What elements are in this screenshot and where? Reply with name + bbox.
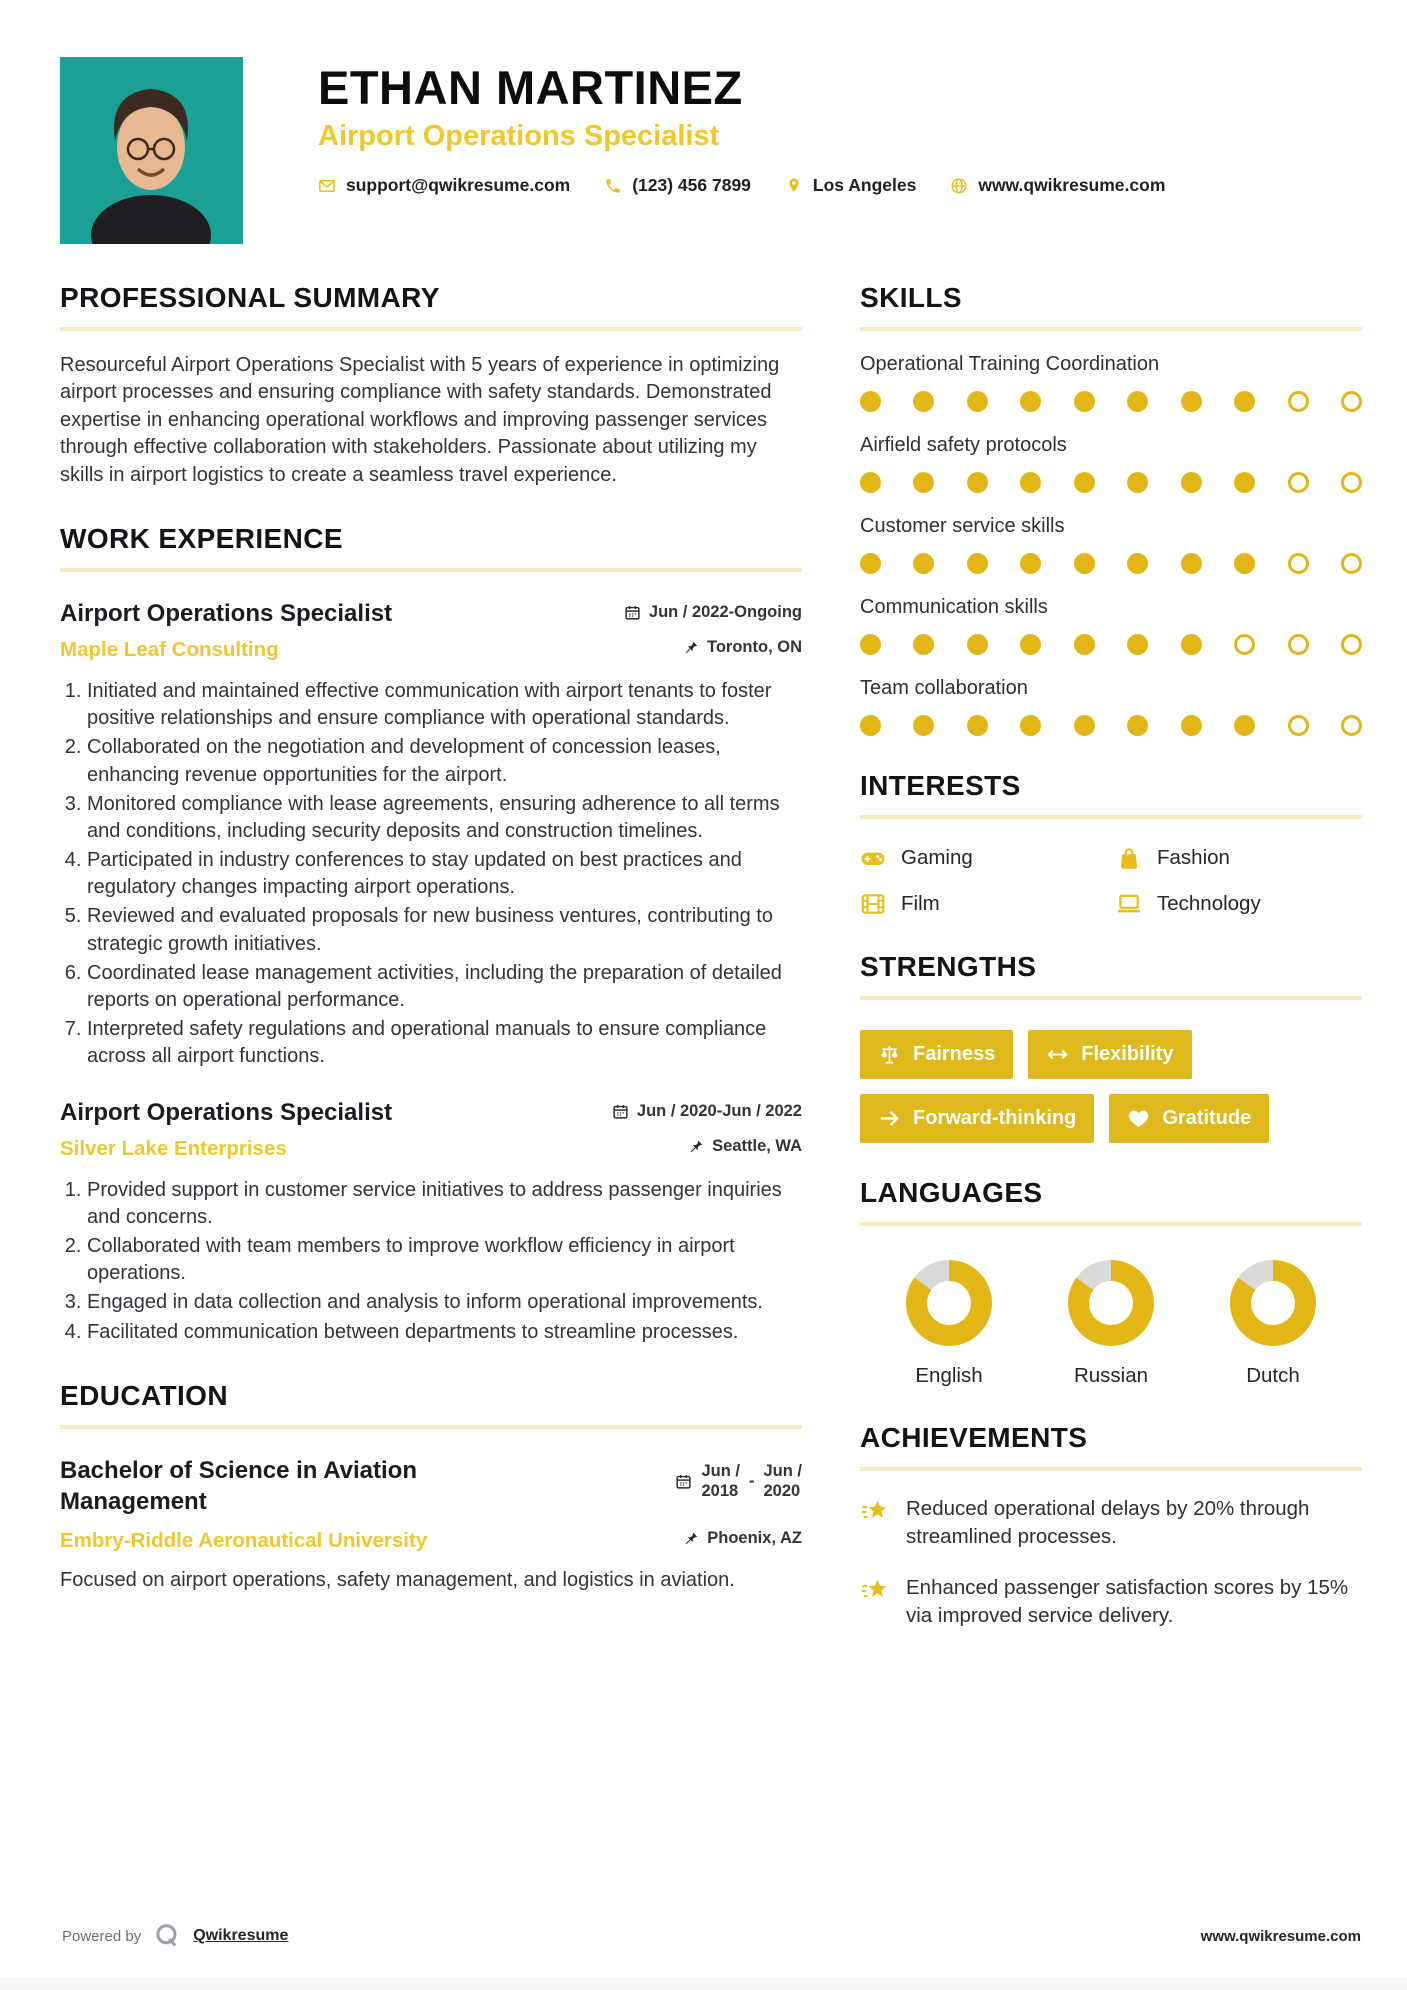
strength-label: Flexibility: [1081, 1043, 1174, 1065]
interest-item: [860, 845, 1106, 871]
strength-chip: [860, 1094, 1094, 1143]
work-heading: WORK EXPERIENCE: [60, 522, 343, 554]
globe-icon: [950, 177, 968, 195]
heart-icon: [1127, 1107, 1150, 1130]
phone-icon: [604, 177, 622, 195]
skill-dot: [913, 634, 934, 655]
person-name: ETHAN MARTINEZ: [318, 61, 743, 114]
language-item: [1198, 1260, 1348, 1388]
skill-item: [860, 515, 1362, 574]
section-rule: [60, 568, 802, 572]
languages-heading: LANGUAGES: [860, 1177, 1043, 1208]
skill-dot: [1234, 391, 1255, 412]
strength-label: Gratitude: [1162, 1107, 1252, 1129]
job-location: Seattle, WA: [687, 1137, 802, 1156]
skill-dot: [913, 472, 934, 493]
achievement-text: Reduced operational delays by 20% through streamlined processes.: [906, 1497, 1310, 1548]
powered-by: [62, 1922, 288, 1950]
skill-dot: [1127, 715, 1148, 736]
interests-heading: INTERESTS: [860, 770, 1021, 801]
job-bullet: 4. Participated in industry conferences to stay updated on best practices and regulatory changes impacting airport operations.: [87, 847, 802, 901]
powered-by-label: Powered by: [62, 1927, 142, 1945]
interest-item: [1116, 891, 1362, 917]
section-rule: [60, 1425, 802, 1429]
job-bullet: 6. Coordinated lease management activities, including the preparation of detailed reports on operational performance.: [87, 960, 802, 1014]
language-item: [1036, 1260, 1186, 1388]
skill-dot: [1074, 634, 1095, 655]
laptop-icon: [1116, 891, 1142, 917]
job-bullet: 1. Provided support in customer service initiatives to address passenger inquiries and concerns.: [87, 1177, 802, 1231]
language-donut-chart: [906, 1260, 992, 1346]
footer-website-link[interactable]: www.qwikresume.com: [1200, 1927, 1361, 1945]
skill-dot: [967, 715, 988, 736]
calendar-icon: [624, 604, 641, 621]
skill-dot: [1181, 634, 1202, 655]
skill-rating: [860, 391, 1362, 412]
interest-label: Gaming: [901, 846, 973, 869]
skill-dot: [913, 391, 934, 412]
section-rule: [860, 996, 1362, 1000]
interest-label: Film: [901, 892, 940, 915]
pushpin-icon: [687, 1138, 704, 1155]
skill-dot: [1341, 391, 1362, 412]
skill-dot: [967, 391, 988, 412]
skill-dot: [967, 553, 988, 574]
job-bullet: 3. Monitored compliance with lease agreements, ensuring adherence to all terms and conditions, including security deposits and construction timelines.: [87, 791, 802, 845]
skill-label: Communication skills: [860, 596, 1048, 618]
languages-section: [860, 1177, 1362, 1388]
skill-rating: [860, 553, 1362, 574]
section-rule: [860, 327, 1362, 331]
skills-section: [860, 282, 1362, 736]
skill-dot: [1288, 634, 1309, 655]
achievement-text: Enhanced passenger satisfaction scores by 15% via improved service delivery.: [906, 1576, 1349, 1628]
job-bullet: 5. Reviewed and evaluated proposals for new business ventures, contributing to strategic growth initiatives.: [87, 903, 802, 957]
job-title: Airport Operations Specialist: [60, 1098, 393, 1126]
education-section: [60, 1380, 802, 1595]
date-end: Jun / 2020: [763, 1461, 802, 1501]
skill-dot: [860, 472, 881, 493]
profile-photo: [60, 57, 243, 244]
skill-dot: [860, 634, 881, 655]
skill-label: Operational Training Coordination: [860, 353, 1160, 375]
skill-label: Airfield safety protocols: [860, 434, 1067, 456]
contact-text: support@qwikresume.com: [346, 175, 571, 196]
achievements-section: [860, 1422, 1362, 1630]
job-date: Jun / 2022-Ongoing: [624, 603, 802, 622]
skills-list: [860, 353, 1362, 736]
skill-dot: [1127, 472, 1148, 493]
skill-label: Customer service skills: [860, 515, 1065, 537]
strength-label: Fairness: [913, 1043, 996, 1065]
skill-label: Team collaboration: [860, 677, 1028, 699]
languages-list: [860, 1260, 1362, 1388]
calendar-icon: [675, 1473, 692, 1490]
degree-title: Bachelor of Science in Aviation Management: [60, 1456, 417, 1515]
jobs-list: [60, 600, 802, 1346]
strength-chip: [1028, 1030, 1191, 1079]
skill-dot: [860, 391, 881, 412]
skill-dot: [1074, 715, 1095, 736]
footer: [62, 1922, 1361, 1950]
strength-chip: [860, 1030, 1013, 1079]
school-name: Embry-Riddle Aeronautical University: [60, 1529, 428, 1553]
skill-dot: [1234, 715, 1255, 736]
skill-dot: [1288, 391, 1309, 412]
skill-dot: [1020, 391, 1041, 412]
date-start: Jun / 2018: [701, 1461, 740, 1501]
skill-dot: [1074, 472, 1095, 493]
education-subheader: [60, 1529, 802, 1553]
language-label: English: [915, 1364, 983, 1387]
job-entry: [60, 1099, 802, 1346]
skill-item: [860, 353, 1362, 412]
job-bullet: 3. Engaged in data collection and analysis to inform operational improvements.: [87, 1289, 802, 1316]
section-rule: [860, 1467, 1362, 1471]
job-location: Toronto, ON: [682, 638, 802, 657]
job-bullet: 2. Collaborated with team members to improve workflow efficiency in airport operations.: [87, 1233, 802, 1287]
header: [0, 0, 1407, 244]
skill-dot: [1234, 634, 1255, 655]
skill-rating: [860, 634, 1362, 655]
gamepad-icon: [860, 845, 886, 871]
scales-icon: [878, 1043, 901, 1066]
skill-dot: [1288, 472, 1309, 493]
education-description: Focused on airport operations, safety management, and logistics in aviation.: [60, 1569, 735, 1592]
section-rule: [860, 1222, 1362, 1226]
skill-dot: [967, 472, 988, 493]
skill-dot: [1020, 472, 1041, 493]
skill-dot: [1181, 715, 1202, 736]
strengths-heading: STRENGTHS: [860, 951, 1037, 982]
mail-icon: [318, 177, 336, 195]
achievement-item: [860, 1574, 1362, 1629]
skill-dot: [1181, 472, 1202, 493]
contact-text: www.qwikresume.com: [978, 175, 1166, 196]
skill-dot: [1288, 553, 1309, 574]
skill-dot: [1341, 553, 1362, 574]
section-rule: [60, 327, 802, 331]
summary-heading: PROFESSIONAL SUMMARY: [60, 282, 440, 313]
qwikresume-link[interactable]: Qwikresume: [193, 1927, 289, 1944]
skill-dot: [1127, 634, 1148, 655]
skill-dot: [860, 715, 881, 736]
skill-dot: [1181, 391, 1202, 412]
job-bullet: 1. Initiated and maintained effective communication with airport tenants to foster positive relationships and ensure compliance with operational standards.: [87, 678, 802, 732]
skill-dot: [1341, 472, 1362, 493]
skill-rating: [860, 472, 1362, 493]
pin-icon: [785, 177, 803, 195]
summary-text: Resourceful Airport Operations Specialist with 5 years of experience in optimizing airport processes and ensuring compliance with safety standards. Demonstrated expertise in enhancing operational workflows and improving passenger services through effective collaboration with stakeholders. Passionate about utilizing my skills in airport logistics to create a seamless travel experience.: [60, 354, 780, 486]
skill-dot: [1341, 715, 1362, 736]
qwikresume-logo-icon: [153, 1922, 181, 1950]
contact-item[interactable]: [318, 175, 570, 196]
interest-item: [1116, 845, 1362, 871]
skill-dot: [1288, 715, 1309, 736]
contact-row: [318, 175, 1165, 196]
job-bullets: [60, 1177, 802, 1346]
skill-dot: [1341, 634, 1362, 655]
interests-list: [860, 845, 1362, 917]
interest-item: [860, 891, 1106, 917]
skills-heading: SKILLS: [860, 282, 962, 313]
skill-dot: [1020, 715, 1041, 736]
pushpin-icon: [682, 639, 699, 656]
skill-dot: [1074, 553, 1095, 574]
achievements-heading: ACHIEVEMENTS: [860, 1422, 1088, 1453]
contact-text: Los Angeles: [812, 175, 917, 196]
strength-label: Forward-thinking: [913, 1107, 1077, 1129]
contact-item[interactable]: [604, 175, 751, 196]
skill-dot: [913, 553, 934, 574]
skill-item: [860, 596, 1362, 655]
education-heading: EDUCATION: [60, 1379, 228, 1411]
skill-dot: [1127, 391, 1148, 412]
job-bullet: 7. Interpreted safety regulations and operational manuals to ensure compliance across all airport functions.: [87, 1016, 802, 1070]
contact-item[interactable]: [785, 175, 916, 196]
calendar-icon: [612, 1103, 629, 1120]
arrows-icon: [1046, 1043, 1069, 1066]
bottom-strip: [0, 1978, 1407, 1990]
job-company: Silver Lake Enterprises: [60, 1136, 287, 1160]
strength-chip: [1109, 1094, 1269, 1143]
skill-dot: [1234, 553, 1255, 574]
language-item: [874, 1260, 1024, 1388]
star-icon: [860, 1576, 890, 1606]
work-section: [60, 523, 802, 1346]
film-icon: [860, 891, 886, 917]
strengths-section: [860, 951, 1362, 1143]
education-location: Phoenix, AZ: [682, 1529, 802, 1548]
achievements-list: [860, 1495, 1362, 1630]
bag-icon: [1116, 845, 1142, 871]
education-date: [675, 1461, 802, 1502]
education-header: [60, 1455, 802, 1517]
skill-item: [860, 677, 1362, 736]
left-column: [60, 282, 802, 1628]
job-company: Maple Leaf Consulting: [60, 637, 279, 661]
skill-dot: [1020, 553, 1041, 574]
star-icon: [860, 1497, 890, 1527]
job-bullet: 4. Facilitated communication between departments to streamline processes.: [87, 1319, 802, 1346]
skill-dot: [1074, 391, 1095, 412]
job-bullets: [60, 678, 802, 1071]
person-title: Airport Operations Specialist: [318, 120, 720, 153]
skill-dot: [1020, 634, 1041, 655]
language-label: Dutch: [1246, 1364, 1300, 1387]
skill-rating: [860, 715, 1362, 736]
job-entry: [60, 600, 802, 1071]
contact-text: (123) 456 7899: [632, 175, 751, 196]
right-column: [860, 282, 1362, 1664]
content-columns: [0, 244, 1407, 1664]
interest-label: Fashion: [1157, 846, 1230, 869]
job-date: Jun / 2020-Jun / 2022: [612, 1102, 802, 1121]
strengths-list: [860, 1030, 1362, 1143]
skill-dot: [860, 553, 881, 574]
skill-dot: [1234, 472, 1255, 493]
section-rule: [860, 815, 1362, 819]
interest-label: Technology: [1157, 892, 1261, 915]
pushpin-icon: [682, 1530, 699, 1547]
contact-item[interactable]: [950, 175, 1165, 196]
interests-section: [860, 770, 1362, 917]
arrow-icon: [878, 1107, 901, 1130]
job-title: Airport Operations Specialist: [60, 599, 393, 627]
job-bullet: 2. Collaborated on the negotiation and development of concession leases, enhancing revenue opportunities for the airport.: [87, 734, 802, 788]
skill-dot: [1127, 553, 1148, 574]
skill-dot: [1181, 553, 1202, 574]
skill-dot: [913, 715, 934, 736]
language-label: Russian: [1073, 1364, 1149, 1387]
skill-dot: [967, 634, 988, 655]
date-separator: -: [748, 1471, 755, 1490]
language-donut-chart: [1230, 1260, 1316, 1346]
language-donut-chart: [1068, 1260, 1154, 1346]
achievement-item: [860, 1495, 1362, 1550]
header-text: [318, 57, 1165, 196]
summary-section: [60, 282, 802, 489]
skill-item: [860, 434, 1362, 493]
